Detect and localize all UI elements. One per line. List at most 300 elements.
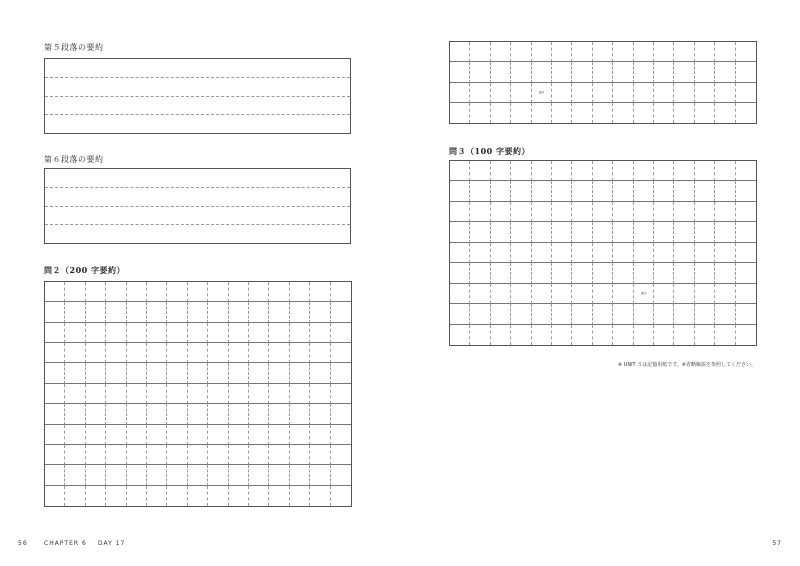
grid-cell[interactable] — [249, 384, 269, 404]
grid-cell[interactable] — [188, 302, 208, 322]
grid-cell[interactable] — [654, 103, 674, 123]
grid-cell[interactable] — [86, 323, 106, 343]
grid-cell[interactable] — [491, 202, 511, 222]
grid-cell[interactable] — [127, 282, 147, 302]
grid-cell[interactable] — [511, 325, 531, 345]
grid-cell[interactable] — [593, 161, 613, 181]
grid-cell[interactable] — [86, 302, 106, 322]
grid-cell[interactable] — [167, 363, 187, 383]
grid-cell[interactable] — [634, 181, 654, 201]
grid-cell[interactable] — [86, 465, 106, 485]
grid-cell[interactable] — [229, 363, 249, 383]
grid-cell[interactable] — [331, 302, 351, 322]
grid-cell[interactable] — [229, 486, 249, 506]
grid-cell[interactable] — [593, 83, 613, 103]
grid-cell[interactable] — [331, 445, 351, 465]
grid-cell[interactable] — [188, 404, 208, 424]
grid-cell[interactable] — [613, 181, 633, 201]
grid-cell[interactable] — [654, 42, 674, 62]
grid-cell[interactable] — [147, 384, 167, 404]
grid-cell[interactable] — [674, 83, 694, 103]
grid-cell[interactable] — [674, 284, 694, 304]
grid-cell[interactable] — [634, 325, 654, 345]
grid-cell[interactable] — [572, 243, 592, 263]
grid-cell[interactable] — [167, 384, 187, 404]
grid-cell[interactable] — [249, 465, 269, 485]
grid-cell[interactable] — [552, 42, 572, 62]
grid-cell[interactable] — [572, 161, 592, 181]
grid-cell[interactable] — [491, 103, 511, 123]
grid-cell[interactable] — [634, 83, 654, 103]
q3-answer-grid[interactable] — [449, 160, 757, 346]
grid-cell[interactable] — [736, 83, 756, 103]
grid-cell[interactable] — [695, 83, 715, 103]
grid-cell[interactable] — [310, 343, 330, 363]
grid-cell[interactable] — [634, 42, 654, 62]
grid-cell[interactable] — [736, 325, 756, 345]
grid-cell[interactable] — [106, 323, 126, 343]
grid-cell[interactable] — [491, 83, 511, 103]
grid-cell[interactable] — [695, 304, 715, 324]
grid-cell[interactable] — [552, 202, 572, 222]
grid-cell[interactable] — [715, 62, 735, 82]
grid-cell[interactable] — [572, 181, 592, 201]
grid-cell[interactable] — [491, 263, 511, 283]
grid-cell[interactable] — [269, 384, 289, 404]
grid-cell[interactable] — [715, 202, 735, 222]
grid-cell[interactable] — [65, 465, 85, 485]
grid-cell[interactable] — [188, 465, 208, 485]
grid-cell[interactable] — [511, 263, 531, 283]
grid-cell[interactable] — [106, 363, 126, 383]
grid-cell[interactable] — [147, 323, 167, 343]
grid-cell[interactable] — [674, 263, 694, 283]
grid-cell[interactable] — [593, 62, 613, 82]
grid-cell[interactable] — [532, 222, 552, 242]
grid-cell[interactable] — [695, 161, 715, 181]
grid-cell[interactable] — [127, 363, 147, 383]
grid-cell[interactable] — [552, 304, 572, 324]
grid-cell[interactable] — [106, 486, 126, 506]
grid-cell[interactable] — [634, 304, 654, 324]
grid-cell[interactable] — [572, 325, 592, 345]
grid-cell[interactable] — [695, 222, 715, 242]
grid-cell[interactable] — [491, 325, 511, 345]
grid-cell[interactable] — [715, 243, 735, 263]
grid-cell[interactable] — [188, 425, 208, 445]
grid-cell[interactable] — [593, 202, 613, 222]
grid-cell[interactable] — [106, 425, 126, 445]
grid-cell[interactable] — [249, 404, 269, 424]
grid-cell[interactable] — [613, 222, 633, 242]
grid-cell[interactable] — [147, 486, 167, 506]
grid-cell[interactable] — [572, 222, 592, 242]
grid-cell[interactable] — [715, 103, 735, 123]
grid-cell[interactable] — [310, 486, 330, 506]
grid-cell[interactable] — [450, 161, 470, 181]
grid-cell[interactable] — [695, 181, 715, 201]
grid-cell[interactable] — [45, 404, 65, 424]
grid-cell[interactable] — [634, 161, 654, 181]
grid-cell[interactable] — [147, 465, 167, 485]
grid-cell[interactable] — [572, 62, 592, 82]
grid-cell[interactable] — [736, 161, 756, 181]
grid-cell[interactable] — [106, 465, 126, 485]
grid-cell[interactable] — [654, 161, 674, 181]
grid-cell[interactable] — [290, 384, 310, 404]
grid-cell[interactable] — [470, 103, 490, 123]
grid-cell[interactable] — [450, 325, 470, 345]
grid-cell[interactable] — [208, 302, 228, 322]
grid-cell[interactable] — [736, 181, 756, 201]
grid-cell[interactable] — [106, 445, 126, 465]
grid-cell[interactable] — [45, 282, 65, 302]
grid-cell[interactable] — [167, 282, 187, 302]
grid-cell[interactable] — [65, 343, 85, 363]
grid-cell[interactable] — [45, 445, 65, 465]
grid-cell[interactable] — [491, 284, 511, 304]
grid-cell[interactable] — [331, 363, 351, 383]
grid-cell[interactable] — [86, 404, 106, 424]
grid-cell[interactable] — [532, 325, 552, 345]
grid-cell[interactable] — [127, 445, 147, 465]
grid-cell[interactable] — [552, 243, 572, 263]
grid-cell[interactable] — [127, 486, 147, 506]
grid-cell[interactable] — [654, 263, 674, 283]
grid-cell[interactable] — [450, 62, 470, 82]
grid-cell[interactable] — [290, 404, 310, 424]
grid-cell[interactable] — [269, 486, 289, 506]
grid-cell[interactable] — [269, 465, 289, 485]
grid-cell[interactable] — [147, 445, 167, 465]
grid-cell[interactable] — [249, 282, 269, 302]
grid-cell[interactable] — [45, 384, 65, 404]
grid-cell[interactable] — [715, 181, 735, 201]
grid-cell[interactable] — [593, 181, 613, 201]
grid-cell[interactable] — [532, 243, 552, 263]
grid-cell[interactable] — [249, 486, 269, 506]
grid-cell[interactable] — [45, 363, 65, 383]
grid-cell[interactable] — [147, 363, 167, 383]
grid-cell[interactable] — [65, 282, 85, 302]
grid-cell[interactable] — [86, 384, 106, 404]
grid-cell[interactable] — [208, 343, 228, 363]
grid-cell[interactable] — [167, 465, 187, 485]
grid-cell[interactable] — [511, 202, 531, 222]
grid-cell[interactable] — [491, 222, 511, 242]
grid-cell[interactable] — [167, 486, 187, 506]
grid-cell[interactable] — [310, 465, 330, 485]
grid-cell[interactable] — [654, 222, 674, 242]
grid-cell[interactable] — [310, 384, 330, 404]
grid-cell[interactable] — [736, 42, 756, 62]
grid-cell[interactable] — [552, 181, 572, 201]
grid-cell[interactable] — [511, 181, 531, 201]
grid-cell[interactable] — [715, 161, 735, 181]
grid-cell[interactable] — [310, 282, 330, 302]
grid-cell[interactable] — [613, 202, 633, 222]
grid-cell[interactable] — [208, 282, 228, 302]
grid-cell[interactable] — [634, 222, 654, 242]
grid-cell[interactable] — [552, 161, 572, 181]
grid-cell[interactable] — [310, 302, 330, 322]
grid-cell[interactable] — [736, 284, 756, 304]
grid-cell[interactable] — [654, 83, 674, 103]
grid-cell[interactable] — [470, 42, 490, 62]
grid-cell[interactable] — [127, 425, 147, 445]
grid-cell[interactable] — [470, 62, 490, 82]
grid-cell[interactable] — [86, 445, 106, 465]
grid-cell[interactable] — [511, 243, 531, 263]
grid-cell[interactable] — [654, 284, 674, 304]
grid-cell[interactable] — [572, 284, 592, 304]
grid-cell[interactable] — [65, 384, 85, 404]
grid-cell[interactable] — [450, 222, 470, 242]
grid-cell[interactable] — [491, 243, 511, 263]
grid-cell[interactable] — [229, 343, 249, 363]
grid-cell[interactable] — [532, 42, 552, 62]
grid-cell[interactable] — [127, 343, 147, 363]
grid-cell[interactable] — [290, 343, 310, 363]
grid-cell[interactable] — [511, 42, 531, 62]
grid-cell[interactable] — [593, 103, 613, 123]
grid-cell[interactable] — [249, 343, 269, 363]
grid-cell[interactable] — [593, 42, 613, 62]
grid-cell[interactable] — [715, 325, 735, 345]
grid-cell[interactable] — [491, 42, 511, 62]
grid-cell[interactable] — [208, 425, 228, 445]
grid-cell[interactable] — [634, 103, 654, 123]
grid-cell[interactable] — [532, 62, 552, 82]
grid-cell[interactable] — [188, 384, 208, 404]
grid-cell[interactable] — [532, 103, 552, 123]
grid-cell[interactable] — [470, 284, 490, 304]
grid-cell[interactable] — [491, 181, 511, 201]
grid-cell[interactable] — [229, 302, 249, 322]
grid-cell[interactable] — [310, 363, 330, 383]
grid-cell[interactable] — [491, 161, 511, 181]
grid-cell[interactable] — [86, 425, 106, 445]
grid-cell[interactable] — [45, 302, 65, 322]
grid-cell[interactable] — [613, 103, 633, 123]
grid-cell[interactable] — [634, 263, 654, 283]
grid-cell[interactable] — [674, 304, 694, 324]
grid-cell[interactable] — [188, 343, 208, 363]
grid-cell[interactable] — [331, 343, 351, 363]
grid-cell[interactable] — [269, 445, 289, 465]
section6-answer-box[interactable] — [44, 168, 351, 244]
grid-cell[interactable] — [450, 103, 470, 123]
grid-cell[interactable] — [106, 302, 126, 322]
grid-cell[interactable] — [695, 284, 715, 304]
grid-cell[interactable] — [552, 103, 572, 123]
grid-cell[interactable] — [65, 486, 85, 506]
grid-cell[interactable] — [634, 62, 654, 82]
grid-cell[interactable] — [208, 445, 228, 465]
q2-answer-grid[interactable] — [44, 281, 352, 507]
grid-cell[interactable] — [188, 445, 208, 465]
grid-cell[interactable] — [736, 243, 756, 263]
grid-cell[interactable] — [634, 243, 654, 263]
grid-cell[interactable] — [208, 486, 228, 506]
grid-cell[interactable] — [331, 425, 351, 445]
grid-cell[interactable] — [331, 465, 351, 485]
grid-cell[interactable] — [715, 304, 735, 324]
grid-cell[interactable] — [45, 323, 65, 343]
grid-cell[interactable] — [613, 62, 633, 82]
grid-cell[interactable] — [715, 42, 735, 62]
grid-cell[interactable] — [511, 284, 531, 304]
grid-cell[interactable] — [127, 404, 147, 424]
grid-cell[interactable] — [470, 222, 490, 242]
grid-cell[interactable] — [86, 343, 106, 363]
grid-cell[interactable] — [470, 181, 490, 201]
grid-cell[interactable] — [613, 161, 633, 181]
grid-cell[interactable] — [249, 425, 269, 445]
grid-cell[interactable] — [65, 363, 85, 383]
grid-cell[interactable] — [572, 202, 592, 222]
grid-cell[interactable] — [310, 445, 330, 465]
grid-cell[interactable] — [188, 323, 208, 343]
grid-cell[interactable] — [127, 323, 147, 343]
grid-cell[interactable] — [634, 284, 654, 304]
grid-cell[interactable] — [269, 302, 289, 322]
grid-cell[interactable] — [208, 384, 228, 404]
grid-cell[interactable] — [674, 243, 694, 263]
grid-cell[interactable] — [593, 243, 613, 263]
grid-cell[interactable] — [470, 304, 490, 324]
grid-cell[interactable] — [470, 83, 490, 103]
grid-cell[interactable] — [167, 343, 187, 363]
grid-cell[interactable] — [572, 42, 592, 62]
grid-cell[interactable] — [65, 445, 85, 465]
grid-cell[interactable] — [106, 384, 126, 404]
grid-cell[interactable] — [593, 222, 613, 242]
grid-cell[interactable] — [532, 284, 552, 304]
grid-cell[interactable] — [45, 425, 65, 445]
grid-cell[interactable] — [532, 83, 552, 103]
grid-cell[interactable] — [450, 42, 470, 62]
grid-cell[interactable] — [552, 83, 572, 103]
grid-cell[interactable] — [208, 404, 228, 424]
grid-cell[interactable] — [310, 323, 330, 343]
grid-cell[interactable] — [613, 42, 633, 62]
grid-cell[interactable] — [65, 323, 85, 343]
grid-cell[interactable] — [674, 202, 694, 222]
grid-cell[interactable] — [167, 302, 187, 322]
grid-cell[interactable] — [450, 202, 470, 222]
grid-cell[interactable] — [65, 425, 85, 445]
grid-cell[interactable] — [674, 222, 694, 242]
grid-cell[interactable] — [736, 202, 756, 222]
grid-cell[interactable] — [290, 363, 310, 383]
grid-cell[interactable] — [613, 304, 633, 324]
grid-cell[interactable] — [45, 486, 65, 506]
grid-cell[interactable] — [552, 263, 572, 283]
grid-cell[interactable] — [572, 304, 592, 324]
grid-cell[interactable] — [654, 304, 674, 324]
grid-cell[interactable] — [290, 486, 310, 506]
grid-cell[interactable] — [736, 263, 756, 283]
grid-cell[interactable] — [470, 263, 490, 283]
grid-cell[interactable] — [167, 445, 187, 465]
grid-cell[interactable] — [269, 323, 289, 343]
grid-cell[interactable] — [695, 103, 715, 123]
grid-cell[interactable] — [736, 62, 756, 82]
grid-cell[interactable] — [654, 243, 674, 263]
grid-cell[interactable] — [269, 343, 289, 363]
grid-cell[interactable] — [532, 263, 552, 283]
grid-cell[interactable] — [613, 284, 633, 304]
grid-cell[interactable] — [654, 202, 674, 222]
continued-answer-grid[interactable] — [449, 41, 757, 124]
grid-cell[interactable] — [470, 202, 490, 222]
grid-cell[interactable] — [208, 465, 228, 485]
grid-cell[interactable] — [736, 103, 756, 123]
grid-cell[interactable] — [229, 323, 249, 343]
grid-cell[interactable] — [572, 103, 592, 123]
grid-cell[interactable] — [269, 282, 289, 302]
grid-cell[interactable] — [450, 181, 470, 201]
grid-cell[interactable] — [106, 343, 126, 363]
grid-cell[interactable] — [86, 282, 106, 302]
grid-cell[interactable] — [593, 263, 613, 283]
grid-cell[interactable] — [167, 425, 187, 445]
grid-cell[interactable] — [695, 325, 715, 345]
grid-cell[interactable] — [470, 325, 490, 345]
grid-cell[interactable] — [613, 243, 633, 263]
grid-cell[interactable] — [593, 325, 613, 345]
grid-cell[interactable] — [674, 62, 694, 82]
grid-cell[interactable] — [147, 282, 167, 302]
grid-cell[interactable] — [695, 202, 715, 222]
grid-cell[interactable] — [552, 284, 572, 304]
grid-cell[interactable] — [470, 243, 490, 263]
grid-cell[interactable] — [532, 161, 552, 181]
grid-cell[interactable] — [127, 384, 147, 404]
grid-cell[interactable] — [331, 486, 351, 506]
grid-cell[interactable] — [593, 284, 613, 304]
grid-cell[interactable] — [593, 304, 613, 324]
grid-cell[interactable] — [450, 263, 470, 283]
grid-cell[interactable] — [715, 222, 735, 242]
grid-cell[interactable] — [532, 181, 552, 201]
grid-cell[interactable] — [613, 263, 633, 283]
grid-cell[interactable] — [269, 404, 289, 424]
grid-cell[interactable] — [572, 83, 592, 103]
grid-cell[interactable] — [491, 62, 511, 82]
grid-cell[interactable] — [552, 222, 572, 242]
grid-cell[interactable] — [290, 323, 310, 343]
grid-cell[interactable] — [188, 282, 208, 302]
grid-cell[interactable] — [229, 465, 249, 485]
grid-cell[interactable] — [147, 343, 167, 363]
grid-cell[interactable] — [249, 302, 269, 322]
grid-cell[interactable] — [310, 404, 330, 424]
grid-cell[interactable] — [674, 103, 694, 123]
grid-cell[interactable] — [450, 304, 470, 324]
grid-cell[interactable] — [86, 486, 106, 506]
grid-cell[interactable] — [715, 83, 735, 103]
grid-cell[interactable] — [229, 445, 249, 465]
grid-cell[interactable] — [45, 465, 65, 485]
grid-cell[interactable] — [511, 304, 531, 324]
grid-cell[interactable] — [654, 62, 674, 82]
grid-cell[interactable] — [613, 325, 633, 345]
grid-cell[interactable] — [450, 83, 470, 103]
grid-cell[interactable] — [290, 445, 310, 465]
grid-cell[interactable] — [674, 161, 694, 181]
